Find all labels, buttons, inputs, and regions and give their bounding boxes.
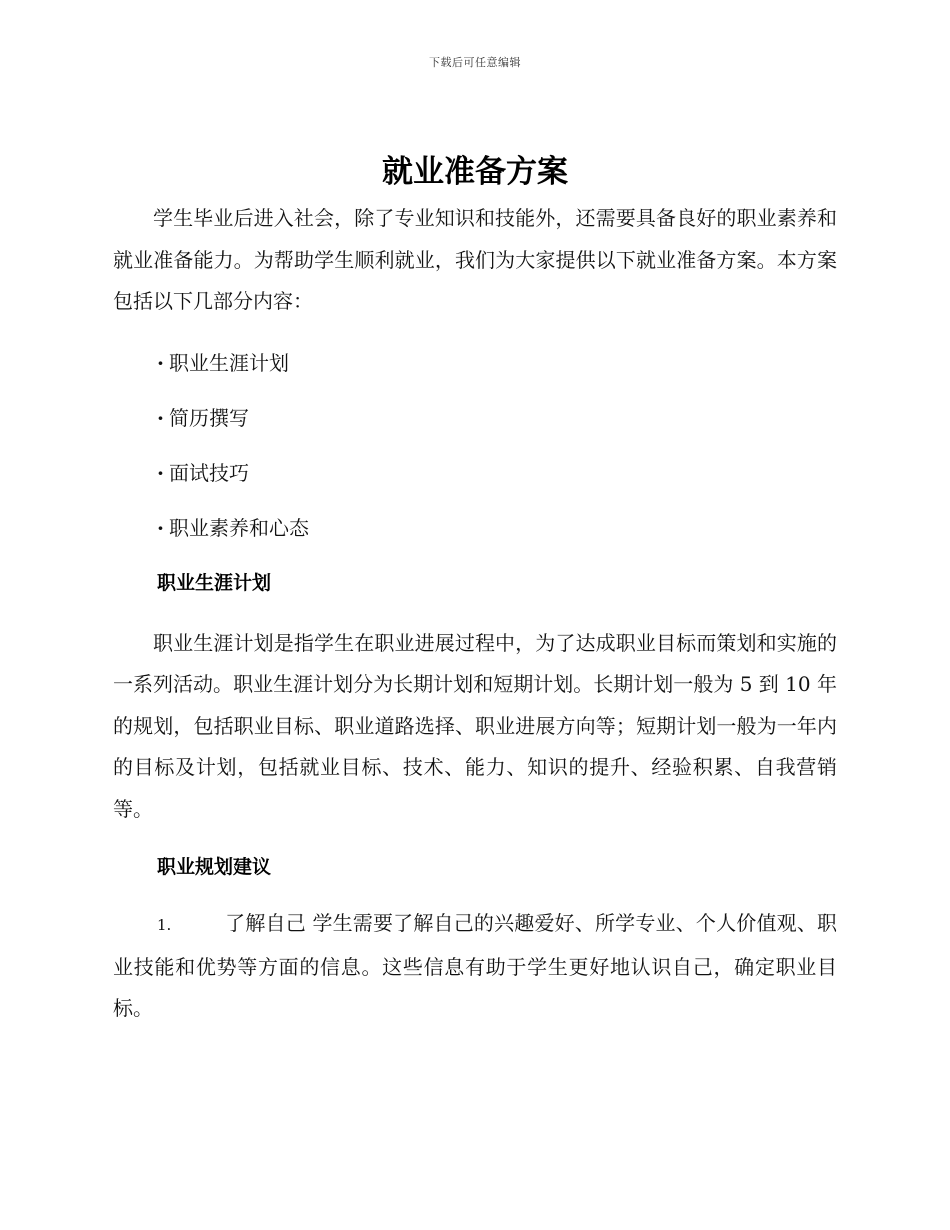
bullet-item bbox=[113, 336, 837, 391]
bullet-text: 职业素养和心态 bbox=[169, 515, 309, 540]
document-title: 就业准备方案 bbox=[382, 154, 568, 190]
item-text: 了解自己 学生需要了解自己的兴趣爱好、所学专业、个人价值观、职业技能和优势等方面的信息。这些信息有助于学生更好地认识自己，确定职业目标。 bbox=[113, 911, 837, 1020]
bullet-dot: · bbox=[157, 515, 164, 540]
item-number: 1. bbox=[157, 916, 172, 934]
bullet-item bbox=[113, 501, 837, 556]
bullet-dot: · bbox=[157, 405, 164, 430]
career-plan-paragraph: 职业生涯计划是指学生在职业进展过程中，为了达成职业目标而策划和实施的一系列活动。职业生涯计划分为长期计划和短期计划。长期计划一般为 5 到 10 年的规划，包括职业目标、职业道路选择、职业进展方向等；短期计划一般为一年内的目标及计划，包括就业目标、技术、能力、知识的提升、经验积累、自我营销等。 bbox=[113, 630, 837, 821]
bullet-text: 简历撰写 bbox=[169, 405, 249, 430]
bullet-dot: · bbox=[157, 460, 164, 485]
document-body bbox=[113, 150, 837, 1030]
bullet-list bbox=[113, 336, 837, 556]
section-heading-career-plan: 职业生涯计划 bbox=[157, 571, 272, 594]
bullet-text: 职业生涯计划 bbox=[169, 350, 289, 375]
header-note: 下载后可任意编辑 bbox=[429, 56, 521, 69]
bullet-item bbox=[113, 446, 837, 501]
intro-paragraph: 学生毕业后进入社会，除了专业知识和技能外，还需要具备良好的职业素养和就业准备能力。为帮助学生顺利就业，我们为大家提供以下就业准备方案。本方案包括以下几部分内容： bbox=[113, 206, 837, 313]
numbered-item bbox=[113, 903, 837, 1030]
section-heading-career-advice: 职业规划建议 bbox=[157, 856, 272, 878]
bullet-dot: · bbox=[157, 350, 164, 375]
bullet-text: 面试技巧 bbox=[169, 460, 249, 485]
bullet-item bbox=[113, 391, 837, 446]
